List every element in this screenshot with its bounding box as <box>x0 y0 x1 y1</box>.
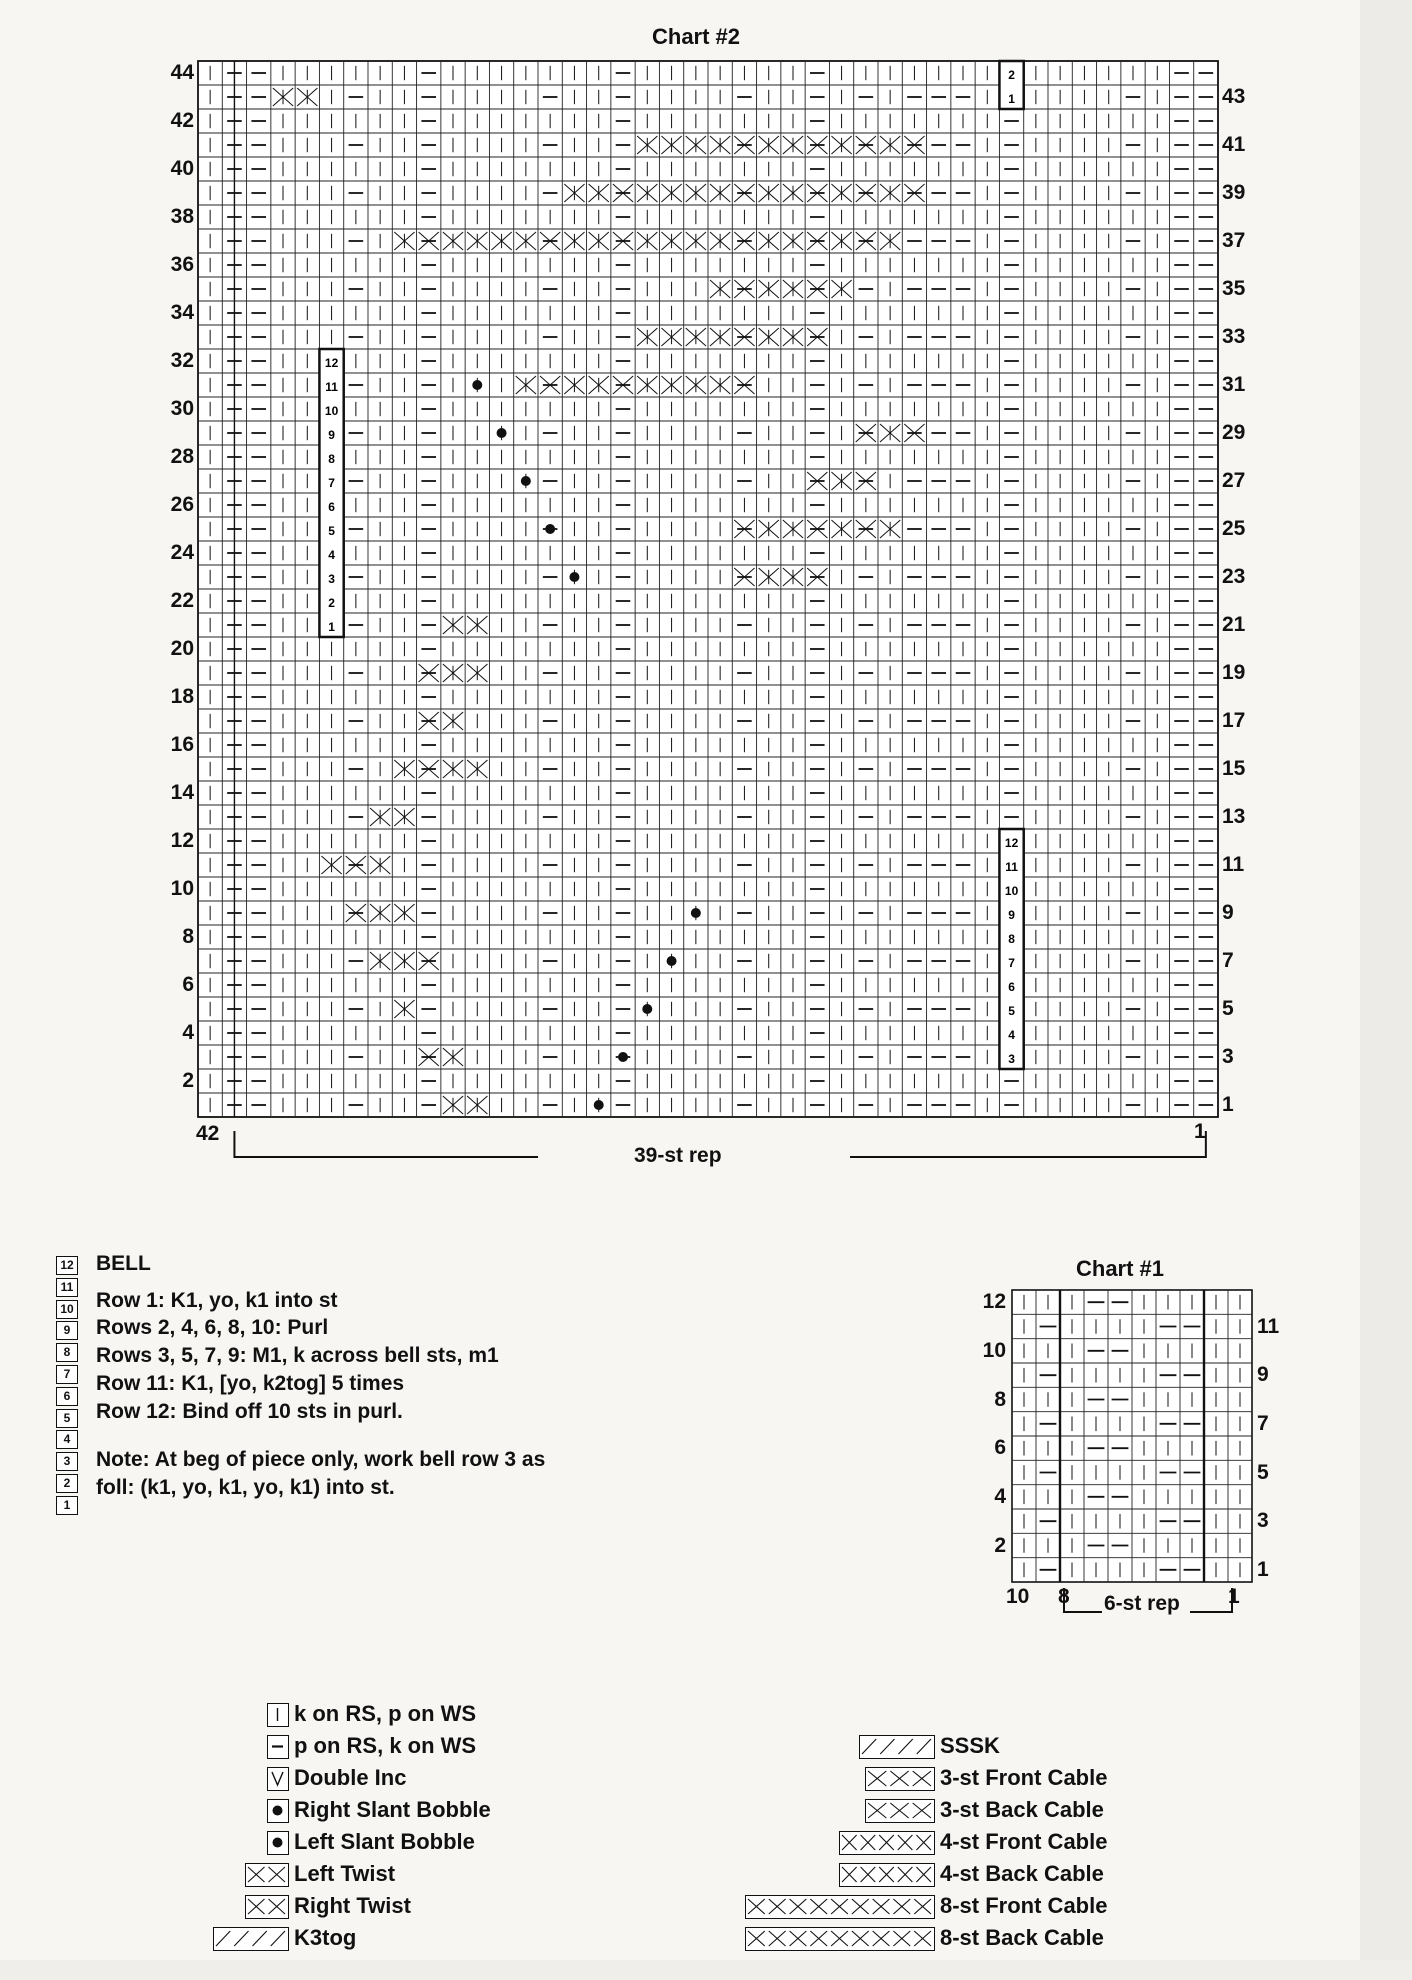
legend-left-label: Right Twist <box>294 1893 411 1918</box>
legend-right-item <box>0 1892 1412 1922</box>
chart2-row-number: 40 <box>170 157 194 180</box>
bell-row-number: 8 <box>328 452 335 466</box>
chart2-row-number: 31 <box>1222 373 1246 396</box>
bell-row-number: 11 <box>325 380 338 394</box>
legend-left-label: Left Slant Bobble <box>294 1829 475 1854</box>
legend-right-item <box>0 1924 1412 1954</box>
legend-left-label: K3tog <box>294 1925 357 1950</box>
bell-row-number: 1 <box>1008 92 1015 106</box>
bell-row-number: 9 <box>328 428 335 442</box>
bell-line-4: Row 11: K1, [yo, k2tog] 5 times <box>96 1372 405 1395</box>
bell-row-box: 10 <box>56 1300 78 1319</box>
legend-left-label: Right Slant Bobble <box>294 1797 491 1822</box>
front-cable-4-icon <box>839 1831 935 1855</box>
chart1-title: Chart #1 <box>1076 1256 1165 1281</box>
bell-row-number: 6 <box>328 500 335 514</box>
bell-row-box: 1 <box>56 1496 78 1515</box>
bell-row-box: 9 <box>56 1321 78 1340</box>
legend-right-item <box>0 1860 1412 1890</box>
chart2-row-number: 35 <box>1222 277 1246 300</box>
front-cable-8-icon <box>745 1895 935 1919</box>
bell-row-number: 4 <box>1008 1028 1015 1042</box>
chart2-row-number: 7 <box>1222 949 1234 972</box>
legend-right-item <box>0 1796 1412 1826</box>
chart2-row-number: 22 <box>170 589 194 612</box>
chart2-row-number: 23 <box>1222 565 1246 588</box>
legend-left-label: k on RS, p on WS <box>294 1701 477 1726</box>
chart2-row-number: 41 <box>1222 133 1246 156</box>
bell-row-number: 10 <box>1004 884 1019 898</box>
back-cable-3-icon <box>865 1799 935 1823</box>
chart2-row-number: 12 <box>170 829 194 852</box>
legend-left-label: Double Inc <box>294 1765 407 1790</box>
chart1-row-number: 3 <box>1257 1509 1269 1533</box>
chart1-row-number: 10 <box>982 1338 1006 1362</box>
chart2-row-number: 11 <box>1222 853 1245 876</box>
bell-row-number: 9 <box>1008 908 1015 922</box>
chart2-row-number: 44 <box>170 61 194 84</box>
chart2-row-number: 8 <box>182 925 194 948</box>
chart2-row-number: 16 <box>170 733 194 756</box>
back-cable-4-icon <box>839 1863 935 1887</box>
chart2-row-number: 39 <box>1222 181 1246 204</box>
front-cable-3-icon <box>865 1767 935 1791</box>
bell-row-number: 12 <box>324 356 339 370</box>
chart1-stitch-left: 10 <box>1006 1585 1030 1608</box>
chart1-repeat-label: 6-st rep <box>1104 1592 1180 1615</box>
bell-title: BELL <box>96 1252 151 1275</box>
bell-row-box: 8 <box>56 1343 78 1362</box>
legend-right-label: 3-st Back Cable <box>940 1797 1104 1822</box>
chart2-row-number: 2 <box>182 1069 194 1092</box>
chart1-row-number: 12 <box>982 1290 1006 1314</box>
chart1-row-number: 6 <box>994 1436 1006 1460</box>
bell-row-number: 12 <box>1004 836 1019 850</box>
bell-line-1: Row 1: K1, yo, k1 into st <box>96 1289 338 1312</box>
chart2-row-number: 20 <box>170 637 194 660</box>
chart1-row-number: 8 <box>994 1387 1006 1411</box>
bell-row-number: 1 <box>328 620 335 634</box>
bell-note-line-1: Note: At beg of piece only, work bell row 3 as <box>96 1448 546 1471</box>
legend-right-label: SSSK <box>940 1733 1000 1758</box>
bell-row-number: 7 <box>328 476 335 490</box>
bell-row-box: 11 <box>56 1278 78 1297</box>
bell-note-line-2: foll: (k1, yo, k1, yo, k1) into st. <box>96 1476 395 1499</box>
chart2-stitch-right: 1 <box>1194 1120 1206 1143</box>
bell-line-3: Rows 3, 5, 7, 9: M1, k across bell sts, m1 <box>96 1344 499 1367</box>
chart1-row-number: 5 <box>1257 1460 1269 1484</box>
chart1-row-number: 7 <box>1257 1411 1269 1435</box>
chart2-row-number: 18 <box>170 685 194 708</box>
chart2-row-number: 30 <box>170 397 194 420</box>
legend-left-item <box>0 1700 1412 1730</box>
bell-line-2: Rows 2, 4, 6, 8, 10: Purl <box>96 1316 329 1339</box>
chart2-row-number: 25 <box>1222 517 1246 540</box>
chart2-repeat-label: 39-st rep <box>628 1144 728 1168</box>
bell-row-box: 4 <box>56 1430 78 1449</box>
legend-right-item <box>0 1828 1412 1858</box>
chart2-row-number: 9 <box>1222 901 1234 924</box>
bell-row-number: 11 <box>1005 860 1018 874</box>
chart2-row-number: 13 <box>1222 805 1246 828</box>
legend-right-label: 4-st Back Cable <box>940 1861 1104 1886</box>
legend-right-item <box>0 1764 1412 1794</box>
chart2-row-number: 26 <box>170 493 194 516</box>
bell-row-box: 7 <box>56 1365 78 1384</box>
chart2-row-number: 38 <box>170 205 194 228</box>
chart2-row-number: 43 <box>1222 85 1246 108</box>
chart1-row-number: 4 <box>994 1484 1006 1508</box>
chart2-row-number: 36 <box>170 253 194 276</box>
legend-left-label: p on RS, k on WS <box>294 1733 477 1758</box>
legend-right-label: 4-st Front Cable <box>940 1829 1108 1854</box>
chart2-row-number: 28 <box>170 445 194 468</box>
bell-row-box: 6 <box>56 1387 78 1406</box>
chart1-stitch-mid: 8 <box>1058 1585 1070 1608</box>
bell-row-number: 2 <box>328 596 335 610</box>
bell-line-5: Row 12: Bind off 10 sts in purl. <box>96 1400 403 1423</box>
chart1-stitch-right: 1 <box>1228 1585 1240 1608</box>
chart2-row-number: 34 <box>170 301 194 324</box>
chart1-row-number: 1 <box>1257 1557 1269 1581</box>
chart2-row-number: 37 <box>1222 229 1246 252</box>
bell-row-box: 5 <box>56 1409 78 1428</box>
legend-left-label: Left Twist <box>294 1861 396 1886</box>
chart2-row-number: 32 <box>170 349 194 372</box>
chart2-title: Chart #2 <box>652 24 741 49</box>
legend-right-label: 8-st Front Cable <box>940 1893 1108 1918</box>
bell-row-number: 3 <box>328 572 335 586</box>
legend-right-label: 3-st Front Cable <box>940 1765 1108 1790</box>
chart1-row-number: 11 <box>1257 1314 1280 1338</box>
chart2-row-number: 27 <box>1222 469 1246 492</box>
bell-row-box: 12 <box>56 1256 78 1275</box>
chart2-row-number: 10 <box>170 877 194 900</box>
chart2-row-number: 6 <box>182 973 194 996</box>
chart2-row-number: 14 <box>170 781 194 804</box>
chart2-row-number: 19 <box>1222 661 1246 684</box>
chart2-row-number: 4 <box>182 1021 194 1044</box>
chart2-row-number: 5 <box>1222 997 1234 1020</box>
bell-row-number: 3 <box>1008 1052 1015 1066</box>
knit-icon <box>267 1703 289 1727</box>
chart2-row-number: 24 <box>170 541 194 564</box>
bell-row-number: 5 <box>1008 1004 1015 1018</box>
chart1-row-number: 2 <box>994 1533 1006 1557</box>
chart2-row-number: 1 <box>1222 1093 1234 1116</box>
chart2-row-number: 17 <box>1222 709 1246 732</box>
bell-row-number: 8 <box>1008 932 1015 946</box>
chart2-stitch-left: 42 <box>196 1122 220 1145</box>
bell-row-number: 10 <box>324 404 339 418</box>
bell-row-box: 3 <box>56 1452 78 1471</box>
bell-row-number: 4 <box>328 548 335 562</box>
bell-row-number: 6 <box>1008 980 1015 994</box>
bell-row-box: 2 <box>56 1474 78 1493</box>
chart2-row-number: 15 <box>1222 757 1246 780</box>
chart2-row-number: 42 <box>170 109 194 132</box>
chart2-row-number: 21 <box>1222 613 1246 636</box>
bell-row-number: 5 <box>328 524 335 538</box>
legend-right-item <box>0 1732 1412 1762</box>
back-cable-8-icon <box>745 1927 935 1951</box>
bell-row-number: 2 <box>1008 68 1015 82</box>
sssk-icon <box>859 1735 935 1759</box>
bell-row-number: 7 <box>1008 956 1015 970</box>
legend-right-label: 8-st Back Cable <box>940 1925 1104 1950</box>
chart2-row-number: 33 <box>1222 325 1246 348</box>
chart2-row-number: 3 <box>1222 1045 1234 1068</box>
chart2-row-number: 29 <box>1222 421 1246 444</box>
chart1-row-number: 9 <box>1257 1363 1269 1387</box>
